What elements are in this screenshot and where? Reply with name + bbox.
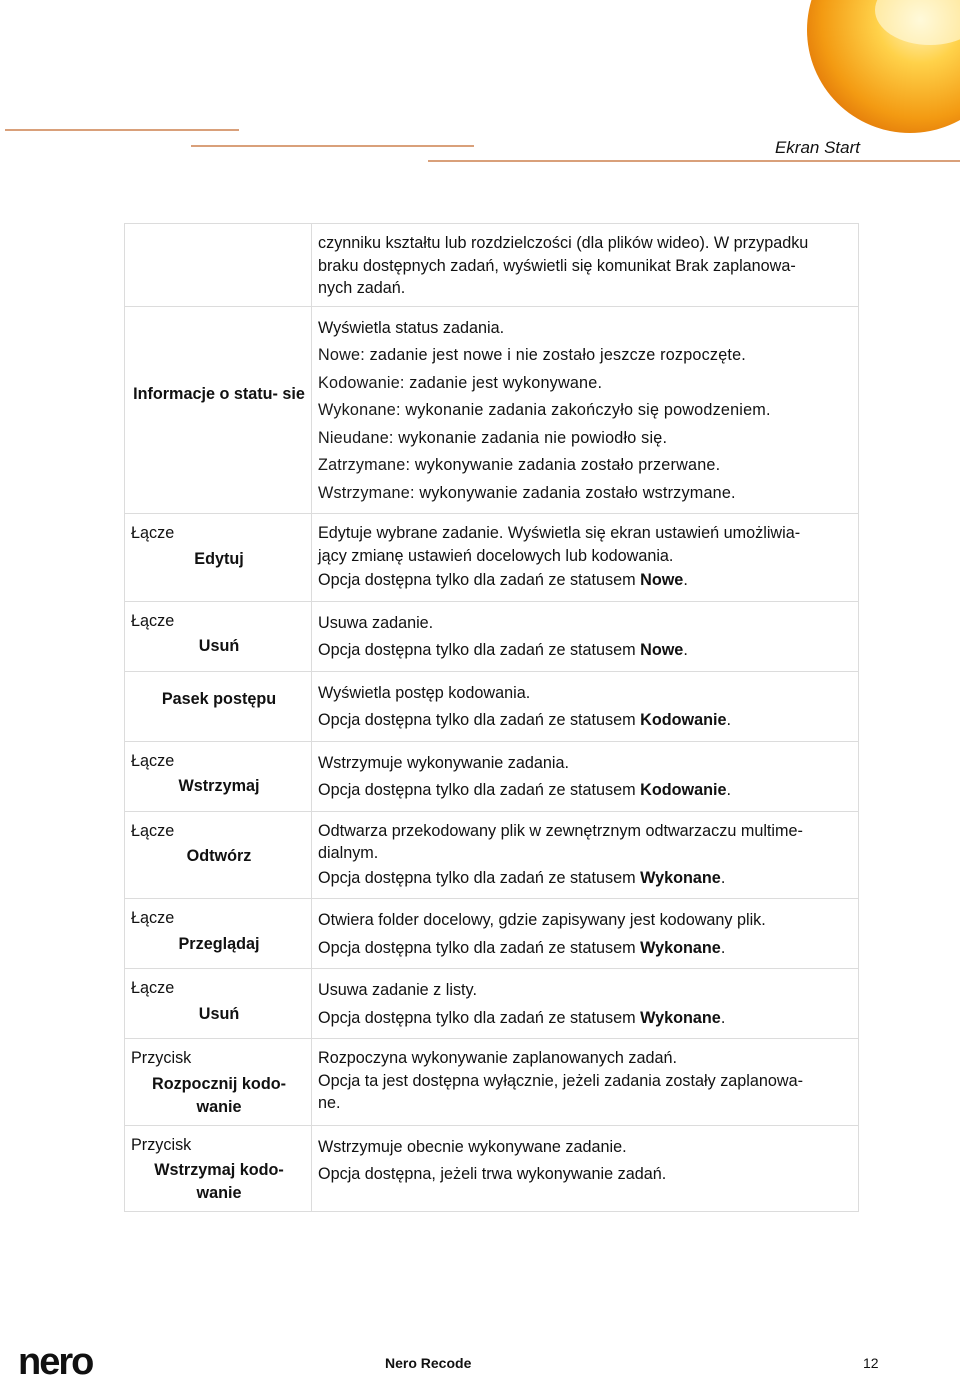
table-row bbox=[125, 741, 859, 811]
note-text: Opcja dostępna tylko dla zadań ze statusem bbox=[318, 868, 641, 887]
description-cell bbox=[312, 306, 859, 514]
status-text: : zadanie jest wykonywane. bbox=[399, 373, 603, 392]
note-status: Wykonane bbox=[640, 868, 721, 887]
availability-note bbox=[318, 1005, 850, 1033]
term-name: Przeglądaj bbox=[178, 934, 260, 953]
term-type: Łącze bbox=[131, 611, 175, 630]
term-cell bbox=[125, 1039, 312, 1126]
description-line: Usuwa zadanie z listy. bbox=[318, 981, 477, 999]
status-item bbox=[318, 342, 850, 370]
status-label: Wykonane bbox=[318, 401, 396, 419]
note-end: . bbox=[720, 1008, 726, 1027]
status-item bbox=[318, 480, 850, 508]
description-line: Edytuje wybrane zadanie. Wyświetla się ekran ustawień umożliwia- bbox=[318, 524, 801, 542]
status-text: : zadanie jest nowe i nie zostało jeszcze rozpoczęte. bbox=[360, 346, 747, 364]
note-text: Opcja dostępna tylko dla zadań ze statusem bbox=[318, 1008, 641, 1027]
description-line: Usuwa zadanie. bbox=[318, 613, 434, 632]
table-row bbox=[125, 514, 859, 602]
term-cell bbox=[125, 224, 312, 307]
description-line: Otwiera folder docelowy, gdzie zapisywany jest kodowany plik. bbox=[318, 911, 766, 929]
term-type: Łącze bbox=[131, 524, 175, 542]
status-text: : wykonywanie zadania zostało przerwane. bbox=[405, 456, 721, 474]
description-line: Opcja dostępna, jeżeli trwa wykonywanie zadań. bbox=[318, 1165, 667, 1183]
description-line: czynniku kształtu lub rozdzielczości (dla plików wideo). W przypadku bbox=[318, 234, 809, 252]
term-cell bbox=[125, 899, 312, 969]
status-label: Wstrzymane bbox=[318, 483, 410, 502]
term-cell bbox=[125, 969, 312, 1039]
header-rule-3 bbox=[428, 160, 960, 162]
term-name: Informacje o statu- sie bbox=[133, 384, 305, 403]
term-cell bbox=[125, 514, 312, 602]
table-row bbox=[125, 1039, 859, 1126]
note-status: Kodowanie bbox=[640, 711, 727, 729]
note-text: Opcja dostępna tylko dla zadań ze statusem bbox=[318, 641, 641, 659]
description-line: Wstrzymuje wykonywanie zadania. bbox=[318, 753, 570, 772]
description-line: jący zmianę ustawień docelowych lub kodowania. bbox=[318, 546, 674, 565]
note-status: Nowe bbox=[640, 571, 684, 589]
table-row bbox=[125, 224, 859, 307]
footer-page-number: 12 bbox=[863, 1355, 879, 1371]
note-end: . bbox=[720, 868, 726, 887]
availability-note bbox=[318, 777, 850, 805]
table-row bbox=[125, 601, 859, 671]
description-line: Rozpoczyna wykonywanie zaplanowanych zadań. bbox=[318, 1049, 678, 1067]
availability-note bbox=[318, 935, 850, 963]
description-line: Wyświetla postęp kodowania. bbox=[318, 683, 531, 702]
description-line: Wstrzymuje obecnie wykonywane zadanie. bbox=[318, 1137, 627, 1156]
availability-note bbox=[318, 567, 850, 595]
description-line: Wyświetla status zadania. bbox=[318, 318, 505, 337]
availability-note bbox=[318, 707, 850, 735]
status-item bbox=[318, 397, 850, 425]
description-cell bbox=[312, 1125, 859, 1212]
note-end: . bbox=[683, 571, 688, 589]
feature-table bbox=[124, 223, 859, 1212]
term-name: Rozpocznij kodo- wanie bbox=[152, 1074, 286, 1116]
note-text: Opcja dostępna tylko dla zadań ze statusem bbox=[318, 938, 641, 957]
term-cell bbox=[125, 601, 312, 671]
header-rule-1 bbox=[5, 129, 239, 131]
term-cell bbox=[125, 811, 312, 899]
note-text: Opcja dostępna tylko dla zadań ze statusem bbox=[318, 571, 641, 589]
note-status: Wykonane bbox=[640, 938, 721, 957]
table-row bbox=[125, 899, 859, 969]
term-type: Łącze bbox=[131, 821, 175, 840]
page-header-title: Ekran Start bbox=[774, 138, 860, 157]
status-text: : wykonanie zadania zakończyło się powodzeniem. bbox=[395, 401, 771, 419]
term-name: Usuń bbox=[198, 1004, 240, 1023]
term-name: Wstrzymaj bbox=[178, 777, 260, 795]
note-status: Wykonane bbox=[640, 1008, 721, 1027]
note-end: . bbox=[720, 938, 726, 957]
description-cell bbox=[312, 601, 859, 671]
description-line: dialnym. bbox=[318, 844, 379, 862]
table-row bbox=[125, 306, 859, 514]
status-item bbox=[318, 452, 850, 480]
description-cell bbox=[312, 899, 859, 969]
term-name: Pasek postępu bbox=[161, 689, 277, 708]
status-item bbox=[318, 370, 850, 398]
status-label: Nieudane bbox=[318, 428, 389, 447]
note-end: . bbox=[726, 781, 731, 799]
nero-logo bbox=[18, 1346, 132, 1380]
description-cell bbox=[312, 1039, 859, 1126]
description-line: ne. bbox=[318, 1094, 341, 1112]
availability-note bbox=[318, 865, 850, 893]
term-cell bbox=[125, 1125, 312, 1212]
term-cell bbox=[125, 306, 312, 514]
status-item bbox=[318, 425, 850, 453]
status-label: Kodowanie bbox=[318, 373, 400, 392]
status-label: Nowe bbox=[318, 346, 361, 364]
description-cell bbox=[312, 741, 859, 811]
note-end: . bbox=[683, 641, 688, 659]
term-cell bbox=[125, 671, 312, 741]
term-type: Łącze bbox=[131, 979, 175, 997]
note-end: . bbox=[726, 711, 731, 729]
table-row bbox=[125, 1125, 859, 1212]
note-text: Opcja dostępna tylko dla zadań ze statusem bbox=[318, 781, 641, 799]
term-type: Przycisk bbox=[131, 1049, 192, 1067]
description-cell bbox=[312, 514, 859, 602]
description-line: Opcja ta jest dostępna wyłącznie, jeżeli zadania zostały zaplanowa- bbox=[318, 1071, 803, 1090]
description-line: braku dostępnych zadań, wyświetli się komunikat Brak zaplanowa- bbox=[318, 256, 796, 275]
description-cell bbox=[312, 969, 859, 1039]
orb-decoration bbox=[800, 0, 960, 130]
term-name: Usuń bbox=[198, 637, 240, 655]
description-line: nych zadań. bbox=[318, 279, 406, 297]
availability-note bbox=[318, 637, 850, 665]
status-list bbox=[318, 342, 850, 507]
description-line: Odtwarza przekodowany plik w zewnętrznym odtwarzaczu multime- bbox=[318, 821, 803, 840]
term-type: Łącze bbox=[131, 751, 175, 770]
term-name: Wstrzymaj kodo- wanie bbox=[154, 1161, 284, 1202]
header-rule-2 bbox=[191, 145, 474, 147]
note-status: Kodowanie bbox=[640, 781, 727, 799]
nero-logo-text: nero bbox=[18, 1346, 93, 1380]
status-text: : wykonywanie zadania zostało wstrzymane. bbox=[409, 483, 736, 502]
note-status: Nowe bbox=[640, 641, 684, 659]
term-name: Edytuj bbox=[194, 549, 244, 568]
status-text: : wykonanie zadania nie powiodło się. bbox=[388, 428, 668, 447]
term-name: Odtwórz bbox=[186, 847, 252, 865]
term-type: Łącze bbox=[131, 909, 175, 927]
status-label: Zatrzymane bbox=[318, 456, 406, 474]
note-text: Opcja dostępna tylko dla zadań ze statusem bbox=[318, 711, 641, 729]
description-cell bbox=[312, 224, 859, 307]
table-row bbox=[125, 969, 859, 1039]
table-row bbox=[125, 671, 859, 741]
description-cell bbox=[312, 811, 859, 899]
description-cell bbox=[312, 671, 859, 741]
term-type: Przycisk bbox=[131, 1135, 192, 1154]
footer-product-name: Nero Recode bbox=[385, 1355, 472, 1371]
term-cell bbox=[125, 741, 312, 811]
table-row bbox=[125, 811, 859, 899]
